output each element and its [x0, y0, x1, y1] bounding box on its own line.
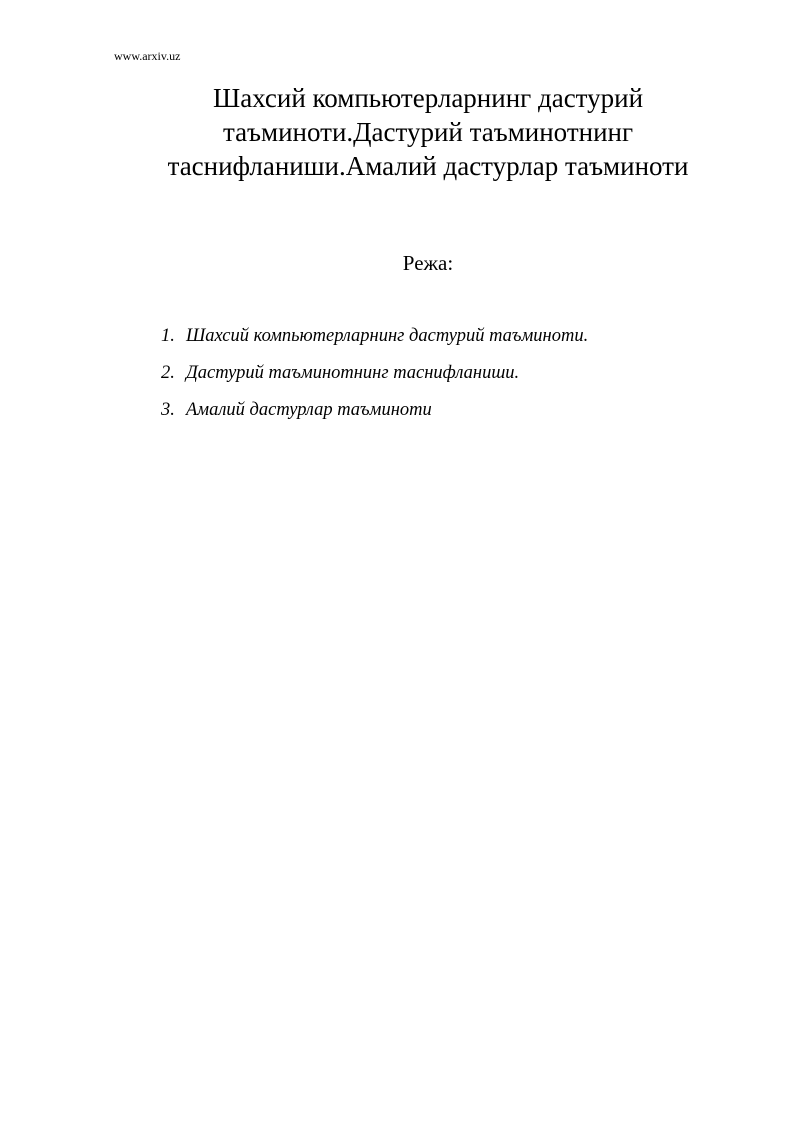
- site-url: www.arxiv.uz: [114, 49, 181, 63]
- list-item: [161, 362, 588, 384]
- list-item: [161, 399, 588, 421]
- list-item-text: Шахсий компьютерларнинг дастурий таъминоти.: [186, 326, 589, 346]
- list-item: [161, 325, 588, 347]
- list-item-number: 3.: [161, 400, 175, 420]
- plan-list: [161, 325, 588, 436]
- list-item-text: Дастурий таъминотнинг таснифланиши.: [186, 363, 520, 383]
- list-item-number: 2.: [161, 363, 175, 383]
- document-title: [100, 81, 756, 183]
- title-line: Шахсий компьютерларнинг дастурий: [212, 83, 644, 113]
- plan-heading: Режа:: [402, 251, 454, 275]
- list-item-text: Амалий дастурлар таъминоти: [186, 400, 432, 420]
- title-line: таснифланиши.Амалий дастурлар таъминоти: [167, 151, 689, 181]
- list-item-number: 1.: [161, 326, 175, 346]
- title-line: таъминоти.Дастурий таъминотнинг: [222, 117, 634, 147]
